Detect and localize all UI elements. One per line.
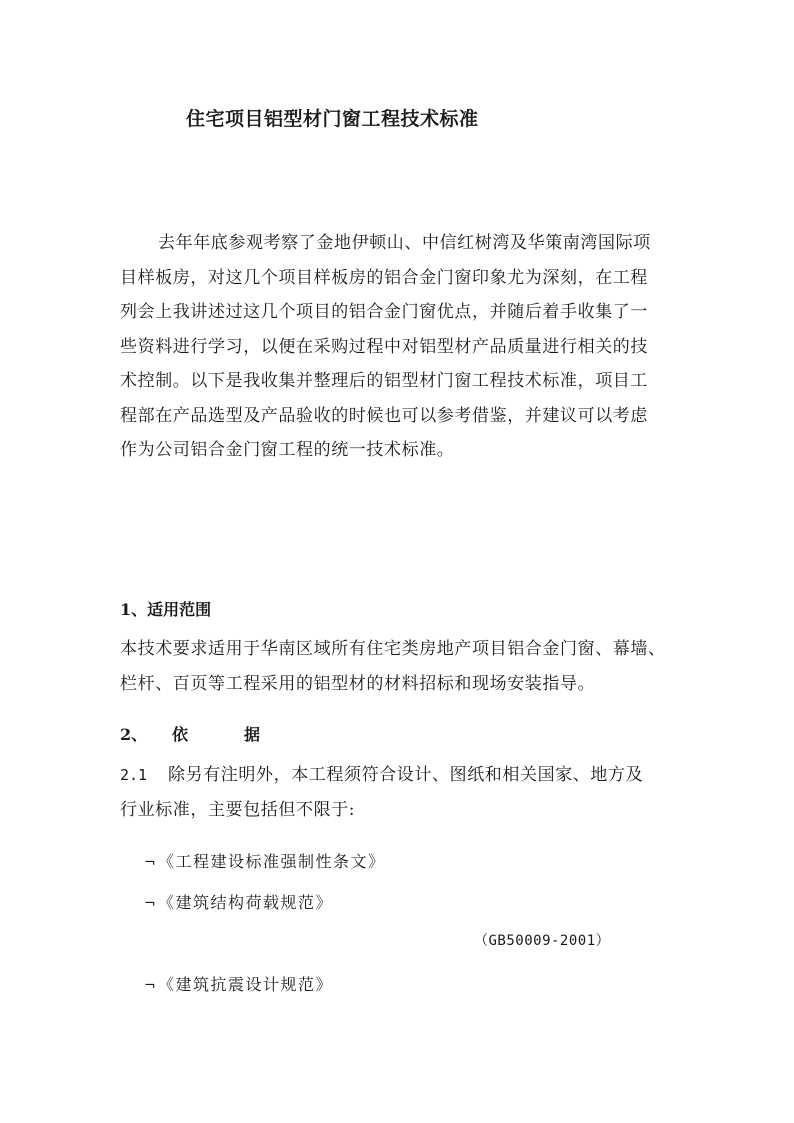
standard-name: 《工程建设标准强制性条文》: [158, 852, 386, 871]
clause-line: 行业标准，主要包括但不限于:: [120, 799, 356, 820]
bullet-mark: ¬: [144, 896, 156, 912]
standard-list-item: [144, 849, 386, 872]
intro-line: 去年年底参观考察了金地伊顿山、中信红树湾及华策南湾国际项: [158, 233, 651, 253]
standard-code: （GB50009-2001）: [474, 933, 611, 949]
intro-line: 程部在产品选型及产品验收的时候也可以参考借鉴，并建议可以考虑: [120, 405, 648, 426]
clause-line: [120, 758, 690, 793]
section-1-heading: 1、适用范围: [120, 600, 212, 619]
section-1-line: 栏杆、百页等工程采用的铝型材的材料招标和现场安装指导。: [120, 673, 596, 694]
standard-name: 《建筑抗震设计规范》: [158, 975, 334, 994]
intro-line: 目样板房，对这几个项目样板房的铝合金门窗印象尤为深刻，在工程: [120, 267, 648, 288]
standard-name: 《建筑结构荷载规范》: [158, 893, 334, 912]
intro-line: 列会上我讲述过这几个项目的铝合金门窗优点，并随后着手收集了一: [120, 302, 648, 322]
section-2-heading: [120, 722, 260, 745]
section-2-title-char: 据: [244, 725, 261, 744]
standard-list-item: [144, 890, 333, 913]
clause-2-1: [120, 758, 690, 827]
document-title: 住宅项目铝型材门窗工程技术标准: [186, 108, 479, 130]
intro-line: 术控制。以下是我收集并整理后的铝型材门窗工程技术标准，项目工: [120, 371, 648, 391]
standard-list-item: [144, 972, 333, 995]
bullet-mark: ¬: [144, 978, 156, 994]
intro-line: 些资料进行学习，以便在采购过程中对铝型材产品质量进行相关的技: [120, 336, 648, 357]
clause-text: 除另有注明外，本工程须符合设计、图纸和相关国家、地方及: [168, 765, 644, 785]
intro-line: 作为公司铝合金门窗工程的统一技术标准。: [120, 440, 455, 460]
section-2-title-char: 依: [172, 725, 189, 744]
section-1-body: [120, 632, 690, 701]
intro-paragraph: [120, 226, 680, 468]
section-2-number: 2、: [120, 725, 148, 744]
bullet-mark: ¬: [144, 855, 156, 871]
section-1-line: 本技术要求适用于华南区域所有住宅类房地产项目铝合金门窗、幕墙、: [120, 639, 666, 659]
clause-number: 2.1: [120, 766, 148, 784]
